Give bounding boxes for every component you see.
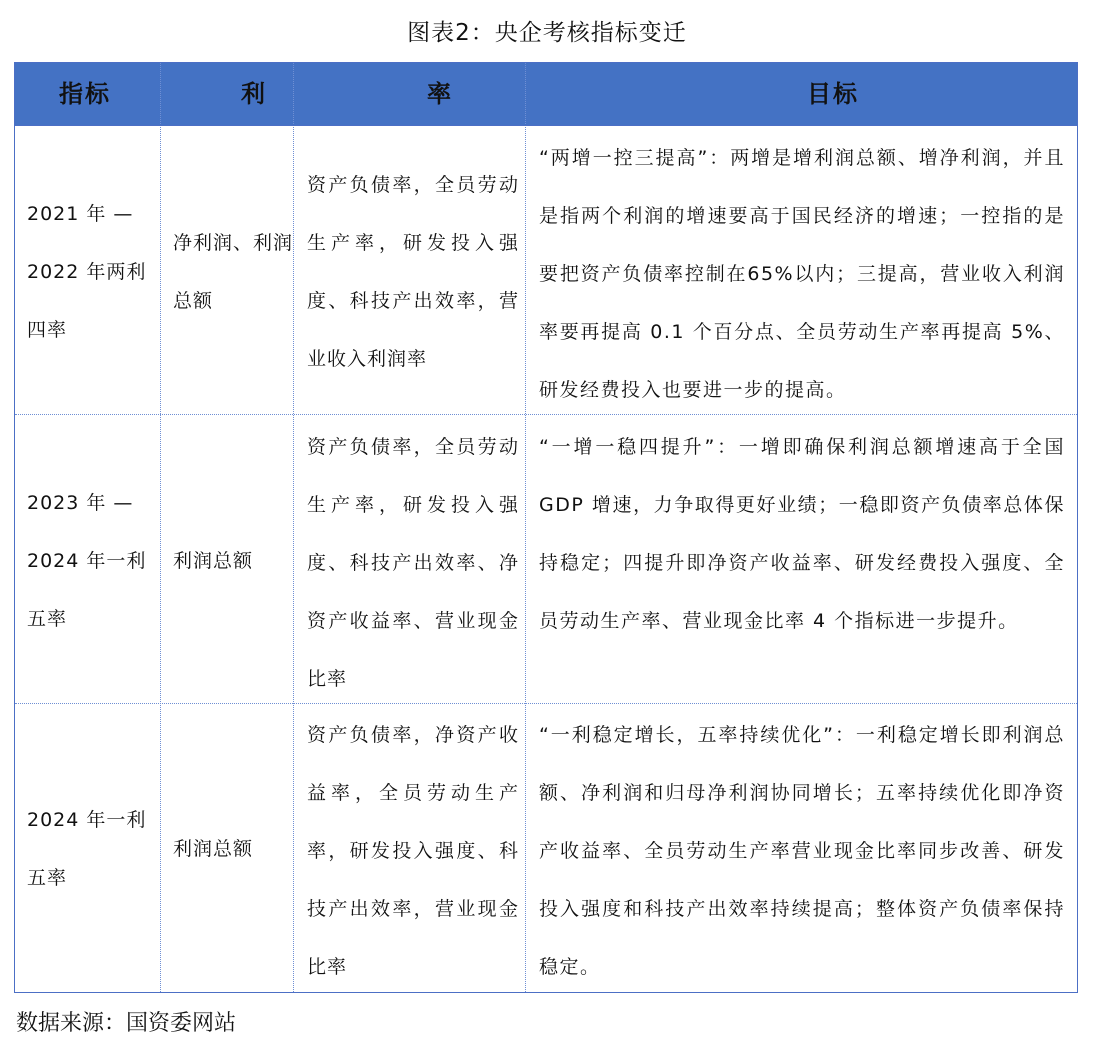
period-cell: 2021 年 —2022 年两利四率 xyxy=(27,202,147,341)
header-target: 目标 xyxy=(807,80,859,108)
period-cell: 2023 年 —2024 年一利五率 xyxy=(27,491,147,630)
target-cell: “两增一控三提高”：两增是增利润总额、增净利润，并且是指两个利润的增速要高于国民经济的增速；一控指的是要把资产负债率控制在65%以内；三提高，营业收入利润率要再提高 0.1 个百分点、全员劳动生产率再提高 5%、研发经费投入也要进一步的提高。 xyxy=(539,147,1065,401)
indicator-table xyxy=(14,62,1078,993)
profit-cell: 净利润、利润总额 xyxy=(173,231,294,312)
target-cell: “一利稳定增长，五率持续优化”：一利稳定增长即利润总额、净利润和归母净利润协同增长；五率持续优化即净资产收益率、全员劳动生产率营业现金比率同步改善、研发投入强度和科技产出效率持续提高；整体资产负债率保持稳定。 xyxy=(539,724,1065,978)
table-row xyxy=(15,418,1077,703)
row-divider xyxy=(15,703,1077,704)
table-row xyxy=(15,706,1077,991)
target-cell: “一增一稳四提升”：一增即确保利润总额增速高于全国 GDP 增速，力争取得更好业绩；一稳即资产负债率总体保持稳定；四提升即净资产收益率、研发经费投入强度、全员劳动生产率、营业现金比率 4 个指标进一步提升。 xyxy=(539,436,1065,632)
header-indicator: 指标 xyxy=(59,80,111,108)
rate-cell: 资产负债率，全员劳动生产率，研发投入强度、科技产出效率、净资产收益率、营业现金比率 xyxy=(307,436,519,690)
figure-title: 图表2：央企考核指标变迁 xyxy=(407,20,687,46)
rate-cell: 资产负债率，净资产收益率，全员劳动生产率，研发投入强度、科技产出效率，营业现金比率 xyxy=(307,724,519,978)
header-rate: 率 xyxy=(427,80,453,108)
profit-cell: 利润总额 xyxy=(173,837,254,860)
table-header xyxy=(15,63,1077,125)
rate-cell: 资产负债率，全员劳动生产率，研发投入强度、科技产出效率，营业收入利润率 xyxy=(307,173,519,370)
header-divider xyxy=(15,125,1077,126)
data-source-note: 数据来源：国资委网站 xyxy=(16,1011,237,1036)
profit-cell: 利润总额 xyxy=(173,549,254,572)
table-row xyxy=(15,129,1077,414)
period-cell: 2024 年一利五率 xyxy=(27,808,147,889)
header-profit: 利 xyxy=(241,80,267,108)
